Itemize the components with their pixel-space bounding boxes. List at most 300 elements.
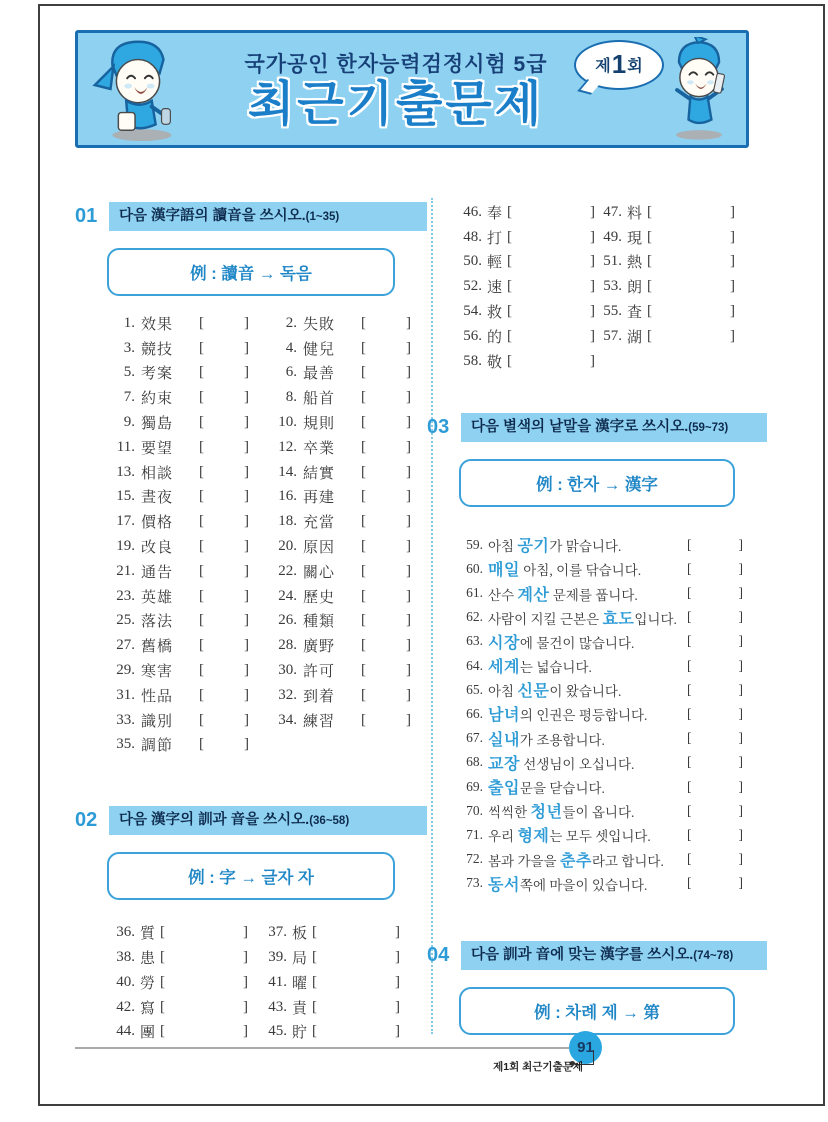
item-number: 33. [116, 711, 135, 728]
answer-brackets [687, 779, 743, 795]
badge-prefix: 제 [595, 58, 611, 76]
highlighted-word: 신문 [517, 683, 550, 701]
answer-bracket-open: [ [687, 851, 692, 867]
question-item [270, 361, 446, 386]
answer-bracket-open: [ [199, 612, 204, 629]
answer-bracket-close: ] [395, 924, 400, 941]
item-number: 68. [466, 754, 483, 770]
column-divider [431, 198, 433, 1034]
answer-bracket-open: [ [507, 203, 513, 220]
item-hanja: 局 [292, 951, 309, 968]
item-number: 51. [603, 253, 622, 270]
item-number: 21. [116, 562, 135, 579]
question-item [108, 633, 270, 658]
answer-brackets [687, 561, 743, 577]
sentence-post: 입니다. [634, 611, 677, 627]
banner-title: 최근기출문제 [247, 77, 545, 131]
question-item [270, 559, 446, 584]
section-01-title-bar [109, 202, 427, 231]
sentence-text [488, 654, 687, 677]
sentence-pre: 우리 [488, 829, 518, 845]
footer-rule [75, 1047, 569, 1049]
answer-bracket-open: [ [199, 414, 204, 431]
answer-bracket-close: ] [738, 681, 743, 697]
question-item [108, 361, 270, 386]
answer-bracket-open: [ [687, 536, 692, 552]
answer-bracket-close: ] [738, 657, 743, 673]
answer-bracket-close: ] [406, 538, 411, 555]
item-hanja: 競技 [141, 341, 174, 358]
item-number: 6. [285, 364, 297, 381]
section-04-header [427, 941, 767, 970]
item-hanja: 落法 [141, 614, 174, 631]
answer-brackets [687, 658, 743, 674]
sentence-text [488, 872, 687, 895]
section-03-number: 03 [427, 415, 450, 438]
item-hanja: 船首 [303, 391, 336, 408]
page-number-badge: 91 [569, 1031, 602, 1064]
answer-bracket-open: [ [361, 364, 366, 381]
answer-bracket-close: ] [244, 364, 249, 381]
question-item [108, 460, 270, 485]
item-number: 46. [463, 203, 482, 220]
answer-brackets [687, 682, 743, 698]
answer-bracket-close: ] [738, 585, 743, 601]
sentence-text [488, 775, 687, 798]
item-hanja: 獨島 [141, 416, 174, 433]
question-item [270, 708, 446, 733]
item-number: 55. [603, 303, 622, 320]
sentence-post: 문을 닫습니다. [519, 781, 605, 797]
answer-bracket-close: ] [406, 637, 411, 654]
answer-bracket-close: ] [738, 536, 743, 552]
item-number: 53. [603, 278, 622, 295]
item-hanja: 效果 [141, 316, 174, 333]
sentence-pre: 봄과 가을을 [488, 853, 560, 869]
answer-bracket-close: ] [738, 609, 743, 625]
item-hanja: 打 [487, 230, 504, 247]
answer-bracket-close: ] [406, 662, 411, 679]
item-number: 41. [268, 973, 287, 990]
answer-brackets [687, 730, 743, 746]
question-item [455, 299, 603, 324]
answer-bracket-open: [ [199, 438, 204, 455]
right-column [427, 0, 767, 1035]
item-hanja: 質 [140, 926, 157, 943]
answer-brackets [687, 706, 743, 722]
item-hanja: 救 [487, 305, 504, 322]
answer-bracket-open: [ [687, 826, 692, 842]
section-03-header [427, 413, 767, 442]
item-hanja: 晝夜 [141, 490, 174, 507]
answer-bracket-close: ] [244, 662, 249, 679]
answer-bracket-open: [ [160, 1023, 166, 1040]
item-hanja: 到着 [303, 688, 336, 705]
item-number: 72. [466, 851, 483, 867]
answer-bracket-open: [ [361, 438, 366, 455]
section-03-title: 다음 별색의 낱말을 漢字로 쓰시오. [471, 418, 689, 435]
item-number: 19. [116, 538, 135, 555]
question-item [455, 324, 603, 349]
item-number: 16. [278, 488, 297, 505]
answer-bracket-close: ] [244, 562, 249, 579]
sentence-pre: 아침 [488, 684, 518, 700]
item-number: 63. [466, 633, 483, 649]
answer-bracket-close: ] [738, 633, 743, 649]
question-item [108, 733, 270, 758]
item-hanja: 熱 [627, 255, 644, 272]
item-number: 11. [116, 438, 135, 455]
sentence-item [451, 871, 767, 895]
answer-bracket-open: [ [687, 802, 692, 818]
answer-bracket-close: ] [406, 562, 411, 579]
answer-bracket-close: ] [243, 949, 248, 966]
answer-bracket-open: [ [160, 998, 166, 1015]
answer-bracket-open: [ [199, 389, 204, 406]
item-hanja: 原因 [303, 540, 336, 557]
item-hanja: 査 [627, 305, 644, 322]
answer-bracket-close: ] [243, 924, 248, 941]
item-hanja: 團 [140, 1025, 157, 1042]
item-number: 36. [116, 924, 135, 941]
question-item [260, 945, 408, 970]
answer-bracket-open: [ [361, 538, 366, 555]
answer-bracket-open: [ [361, 612, 366, 629]
section-04-title-bar [461, 941, 767, 970]
answer-bracket-close: ] [738, 560, 743, 576]
item-number: 69. [466, 778, 483, 794]
section-01-number: 01 [75, 205, 98, 227]
section-04-example-box: 例 : 차례 제 → 第 [459, 987, 735, 1035]
sentence-item [451, 533, 767, 557]
answer-bracket-open: [ [199, 637, 204, 654]
answer-bracket-open: [ [361, 513, 366, 530]
answer-bracket-close: ] [406, 686, 411, 703]
item-number: 45. [268, 1023, 287, 1040]
question-item [108, 683, 270, 708]
answer-bracket-open: [ [361, 686, 366, 703]
section-02-title-bar [109, 806, 427, 835]
item-number: 58. [463, 352, 482, 369]
item-hanja: 曜 [292, 975, 309, 992]
item-hanja: 充當 [303, 515, 336, 532]
section-01-title: 다음 漢字語의 讀音을 쓰시오. [119, 208, 306, 224]
item-number: 4. [285, 339, 297, 356]
highlighted-word: 출입 [488, 780, 520, 798]
answer-bracket-open: [ [687, 657, 692, 673]
item-hanja: 性品 [141, 688, 174, 705]
section-04-title: 다음 訓과 音에 맞는 漢字를 쓰시오. [471, 947, 694, 964]
answer-bracket-close: ] [406, 414, 411, 431]
answer-brackets [687, 633, 743, 649]
sentence-pre: 사람이 지킬 근본은 [488, 611, 603, 627]
answer-bracket-open: [ [507, 303, 513, 320]
answer-bracket-close: ] [406, 488, 411, 505]
answer-bracket-open: [ [199, 538, 204, 555]
sentence-text [488, 751, 687, 774]
item-number: 32. [278, 686, 297, 703]
answer-bracket-close: ] [406, 612, 411, 629]
item-number: 7. [123, 389, 135, 406]
answer-bracket-open: [ [199, 662, 204, 679]
item-number: 5. [123, 364, 135, 381]
item-number: 35. [116, 736, 135, 753]
question-item [108, 559, 270, 584]
item-number: 47. [603, 203, 622, 220]
answer-bracket-close: ] [244, 736, 249, 753]
answer-bracket-close: ] [738, 826, 743, 842]
item-hanja: 責 [292, 1000, 309, 1017]
answer-bracket-open: [ [361, 314, 366, 331]
item-number: 71. [466, 826, 483, 842]
question-item [270, 460, 446, 485]
sentence-item [451, 774, 767, 798]
section-02-example-box: 例 : 字 → 글자 자 [107, 852, 395, 900]
question-item [455, 274, 603, 299]
answer-bracket-open: [ [687, 633, 692, 649]
sentence-post: 문제를 풉니다. [549, 587, 638, 603]
section-03-example-box: 例 : 한자 → 漢字 [459, 459, 735, 507]
highlighted-word: 효도 [602, 610, 635, 628]
answer-bracket-close: ] [738, 802, 743, 818]
item-number: 23. [116, 587, 135, 604]
item-number: 31. [116, 686, 135, 703]
item-hanja: 輕 [487, 255, 504, 272]
answer-bracket-open: [ [647, 228, 653, 245]
answer-bracket-close: ] [730, 303, 735, 320]
answer-bracket-open: [ [687, 778, 692, 794]
answer-bracket-close: ] [395, 998, 400, 1015]
question-item [270, 435, 446, 460]
question-item [455, 200, 603, 225]
answer-bracket-open: [ [199, 711, 204, 728]
item-hanja: 再建 [303, 490, 336, 507]
answer-bracket-close: ] [738, 730, 743, 746]
answer-bracket-close: ] [738, 778, 743, 794]
item-number: 20. [278, 538, 297, 555]
item-hanja: 歷史 [303, 589, 336, 606]
answer-bracket-open: [ [361, 488, 366, 505]
answer-bracket-close: ] [730, 228, 735, 245]
item-number: 54. [463, 303, 482, 320]
item-hanja: 患 [140, 951, 157, 968]
item-hanja: 考案 [141, 366, 174, 383]
answer-bracket-close: ] [244, 513, 249, 530]
question-item [108, 658, 270, 683]
section-03-title-bar [461, 413, 767, 442]
item-hanja: 卒業 [303, 440, 336, 457]
answer-brackets [687, 585, 743, 601]
answer-bracket-open: [ [199, 463, 204, 480]
question-item [270, 336, 446, 361]
answer-bracket-close: ] [243, 1023, 248, 1040]
section-03-range: (59~73) [688, 421, 729, 434]
answer-bracket-open: [ [199, 364, 204, 381]
question-item [108, 945, 256, 970]
sentence-item [451, 847, 767, 871]
item-number: 24. [278, 587, 297, 604]
sentence-post: 에 물건이 많습니다. [519, 635, 635, 651]
question-item [270, 658, 446, 683]
item-number: 44. [116, 1023, 135, 1040]
answer-bracket-close: ] [730, 278, 735, 295]
question-item [108, 609, 270, 634]
question-item [108, 970, 256, 995]
answer-bracket-close: ] [406, 438, 411, 455]
sentence-text [488, 799, 687, 822]
item-number: 40. [116, 973, 135, 990]
question-list-36-45 [75, 920, 427, 1044]
question-item [595, 250, 743, 275]
item-hanja: 板 [292, 926, 309, 943]
item-number: 9. [123, 414, 135, 431]
answer-bracket-open: [ [687, 730, 692, 746]
answer-bracket-close: ] [244, 612, 249, 629]
item-hanja: 廣野 [303, 639, 336, 656]
answer-bracket-open: [ [312, 1023, 318, 1040]
item-number: 30. [278, 662, 297, 679]
answer-bracket-open: [ [361, 339, 366, 356]
answer-bracket-open: [ [199, 339, 204, 356]
sentence-text [488, 702, 687, 725]
item-number: 26. [278, 612, 297, 629]
item-hanja: 料 [627, 205, 644, 222]
item-hanja: 的 [487, 329, 504, 346]
answer-bracket-open: [ [361, 463, 366, 480]
sentence-text [488, 606, 687, 629]
sentence-text [488, 630, 687, 653]
question-item [270, 385, 446, 410]
answer-bracket-close: ] [406, 711, 411, 728]
sentence-text [488, 582, 687, 605]
item-number: 66. [466, 705, 483, 721]
answer-bracket-close: ] [406, 513, 411, 530]
answer-bracket-close: ] [395, 1023, 400, 1040]
sentence-item [451, 726, 767, 750]
answer-bracket-close: ] [738, 875, 743, 891]
sentence-item [451, 629, 767, 653]
answer-brackets [687, 754, 743, 770]
item-number: 65. [466, 681, 483, 697]
sentence-pre: 아침 [488, 539, 518, 555]
question-item [108, 920, 256, 945]
item-number: 60. [466, 560, 483, 576]
answer-bracket-open: [ [507, 327, 513, 344]
item-number: 52. [463, 278, 482, 295]
question-item [260, 1020, 408, 1045]
item-number: 59. [466, 536, 483, 552]
sentence-pre: 씩씩한 [488, 805, 531, 821]
answer-bracket-open: [ [199, 513, 204, 530]
item-hanja: 練習 [303, 713, 336, 730]
answer-bracket-open: [ [199, 314, 204, 331]
item-hanja: 調節 [141, 738, 174, 755]
answer-bracket-close: ] [590, 253, 595, 270]
answer-bracket-close: ] [406, 389, 411, 406]
answer-bracket-close: ] [406, 314, 411, 331]
item-hanja: 相談 [141, 465, 174, 482]
sentence-text [488, 823, 687, 846]
answer-bracket-open: [ [687, 560, 692, 576]
item-hanja: 寫 [140, 1000, 157, 1017]
answer-bracket-close: ] [395, 949, 400, 966]
question-item [108, 1020, 256, 1045]
answer-bracket-open: [ [312, 924, 318, 941]
sentence-post: 는 넓습니다. [519, 660, 592, 676]
question-item [595, 299, 743, 324]
item-number: 14. [278, 463, 297, 480]
answer-bracket-open: [ [647, 303, 653, 320]
answer-brackets [687, 827, 743, 843]
answer-bracket-close: ] [244, 711, 249, 728]
item-hanja: 貯 [292, 1025, 309, 1042]
item-hanja: 最善 [303, 366, 336, 383]
question-item [108, 995, 256, 1020]
sentence-post: 가 맑습니다. [549, 539, 622, 555]
answer-bracket-close: ] [244, 414, 249, 431]
badge-number: 1 [611, 49, 627, 80]
question-item [455, 349, 603, 374]
item-number: 15. [116, 488, 135, 505]
item-hanja: 關心 [303, 564, 336, 581]
question-item [595, 225, 743, 250]
answer-bracket-open: [ [361, 414, 366, 431]
item-number: 28. [278, 637, 297, 654]
answer-bracket-open: [ [160, 924, 166, 941]
answer-bracket-close: ] [244, 587, 249, 604]
highlighted-word: 공기 [517, 538, 550, 556]
section-01-range: (1~35) [305, 211, 340, 223]
banner-subtitle: 국가공인 한자능력검정시험 5급 [244, 52, 548, 76]
answer-brackets [687, 851, 743, 867]
item-number: 22. [278, 562, 297, 579]
item-number: 34. [278, 711, 297, 728]
item-number: 38. [116, 949, 135, 966]
item-number: 67. [466, 730, 483, 746]
sentence-post: 아침, 이를 닦습니다. [519, 563, 642, 579]
item-hanja: 敬 [487, 354, 504, 371]
sentence-text [488, 678, 687, 701]
answer-bracket-open: [ [199, 736, 204, 753]
item-hanja: 英雄 [141, 589, 174, 606]
answer-bracket-open: [ [647, 278, 653, 295]
answer-bracket-open: [ [361, 662, 366, 679]
answer-brackets [687, 537, 743, 553]
question-item [108, 336, 270, 361]
sentence-post: 들이 옵니다. [562, 805, 635, 821]
question-list-1-35 [75, 311, 427, 757]
item-number: 2. [285, 314, 297, 331]
sentence-item [451, 678, 767, 702]
answer-bracket-open: [ [361, 389, 366, 406]
answer-bracket-open: [ [507, 278, 513, 295]
sentence-post: 이 왔습니다. [549, 684, 622, 700]
item-number: 25. [116, 612, 135, 629]
sentence-question-list-59-73 [427, 533, 767, 896]
answer-bracket-open: [ [687, 875, 692, 891]
section-02-range: (36~58) [309, 815, 350, 828]
answer-bracket-open: [ [507, 228, 513, 245]
item-number: 39. [268, 949, 287, 966]
sentence-item [451, 702, 767, 726]
highlighted-word: 동서 [488, 876, 520, 894]
item-hanja: 許可 [303, 664, 336, 681]
highlighted-word: 매일 [488, 562, 520, 580]
item-number: 8. [285, 389, 297, 406]
item-hanja: 寒害 [141, 664, 174, 681]
answer-bracket-close: ] [738, 851, 743, 867]
question-item [595, 200, 743, 225]
